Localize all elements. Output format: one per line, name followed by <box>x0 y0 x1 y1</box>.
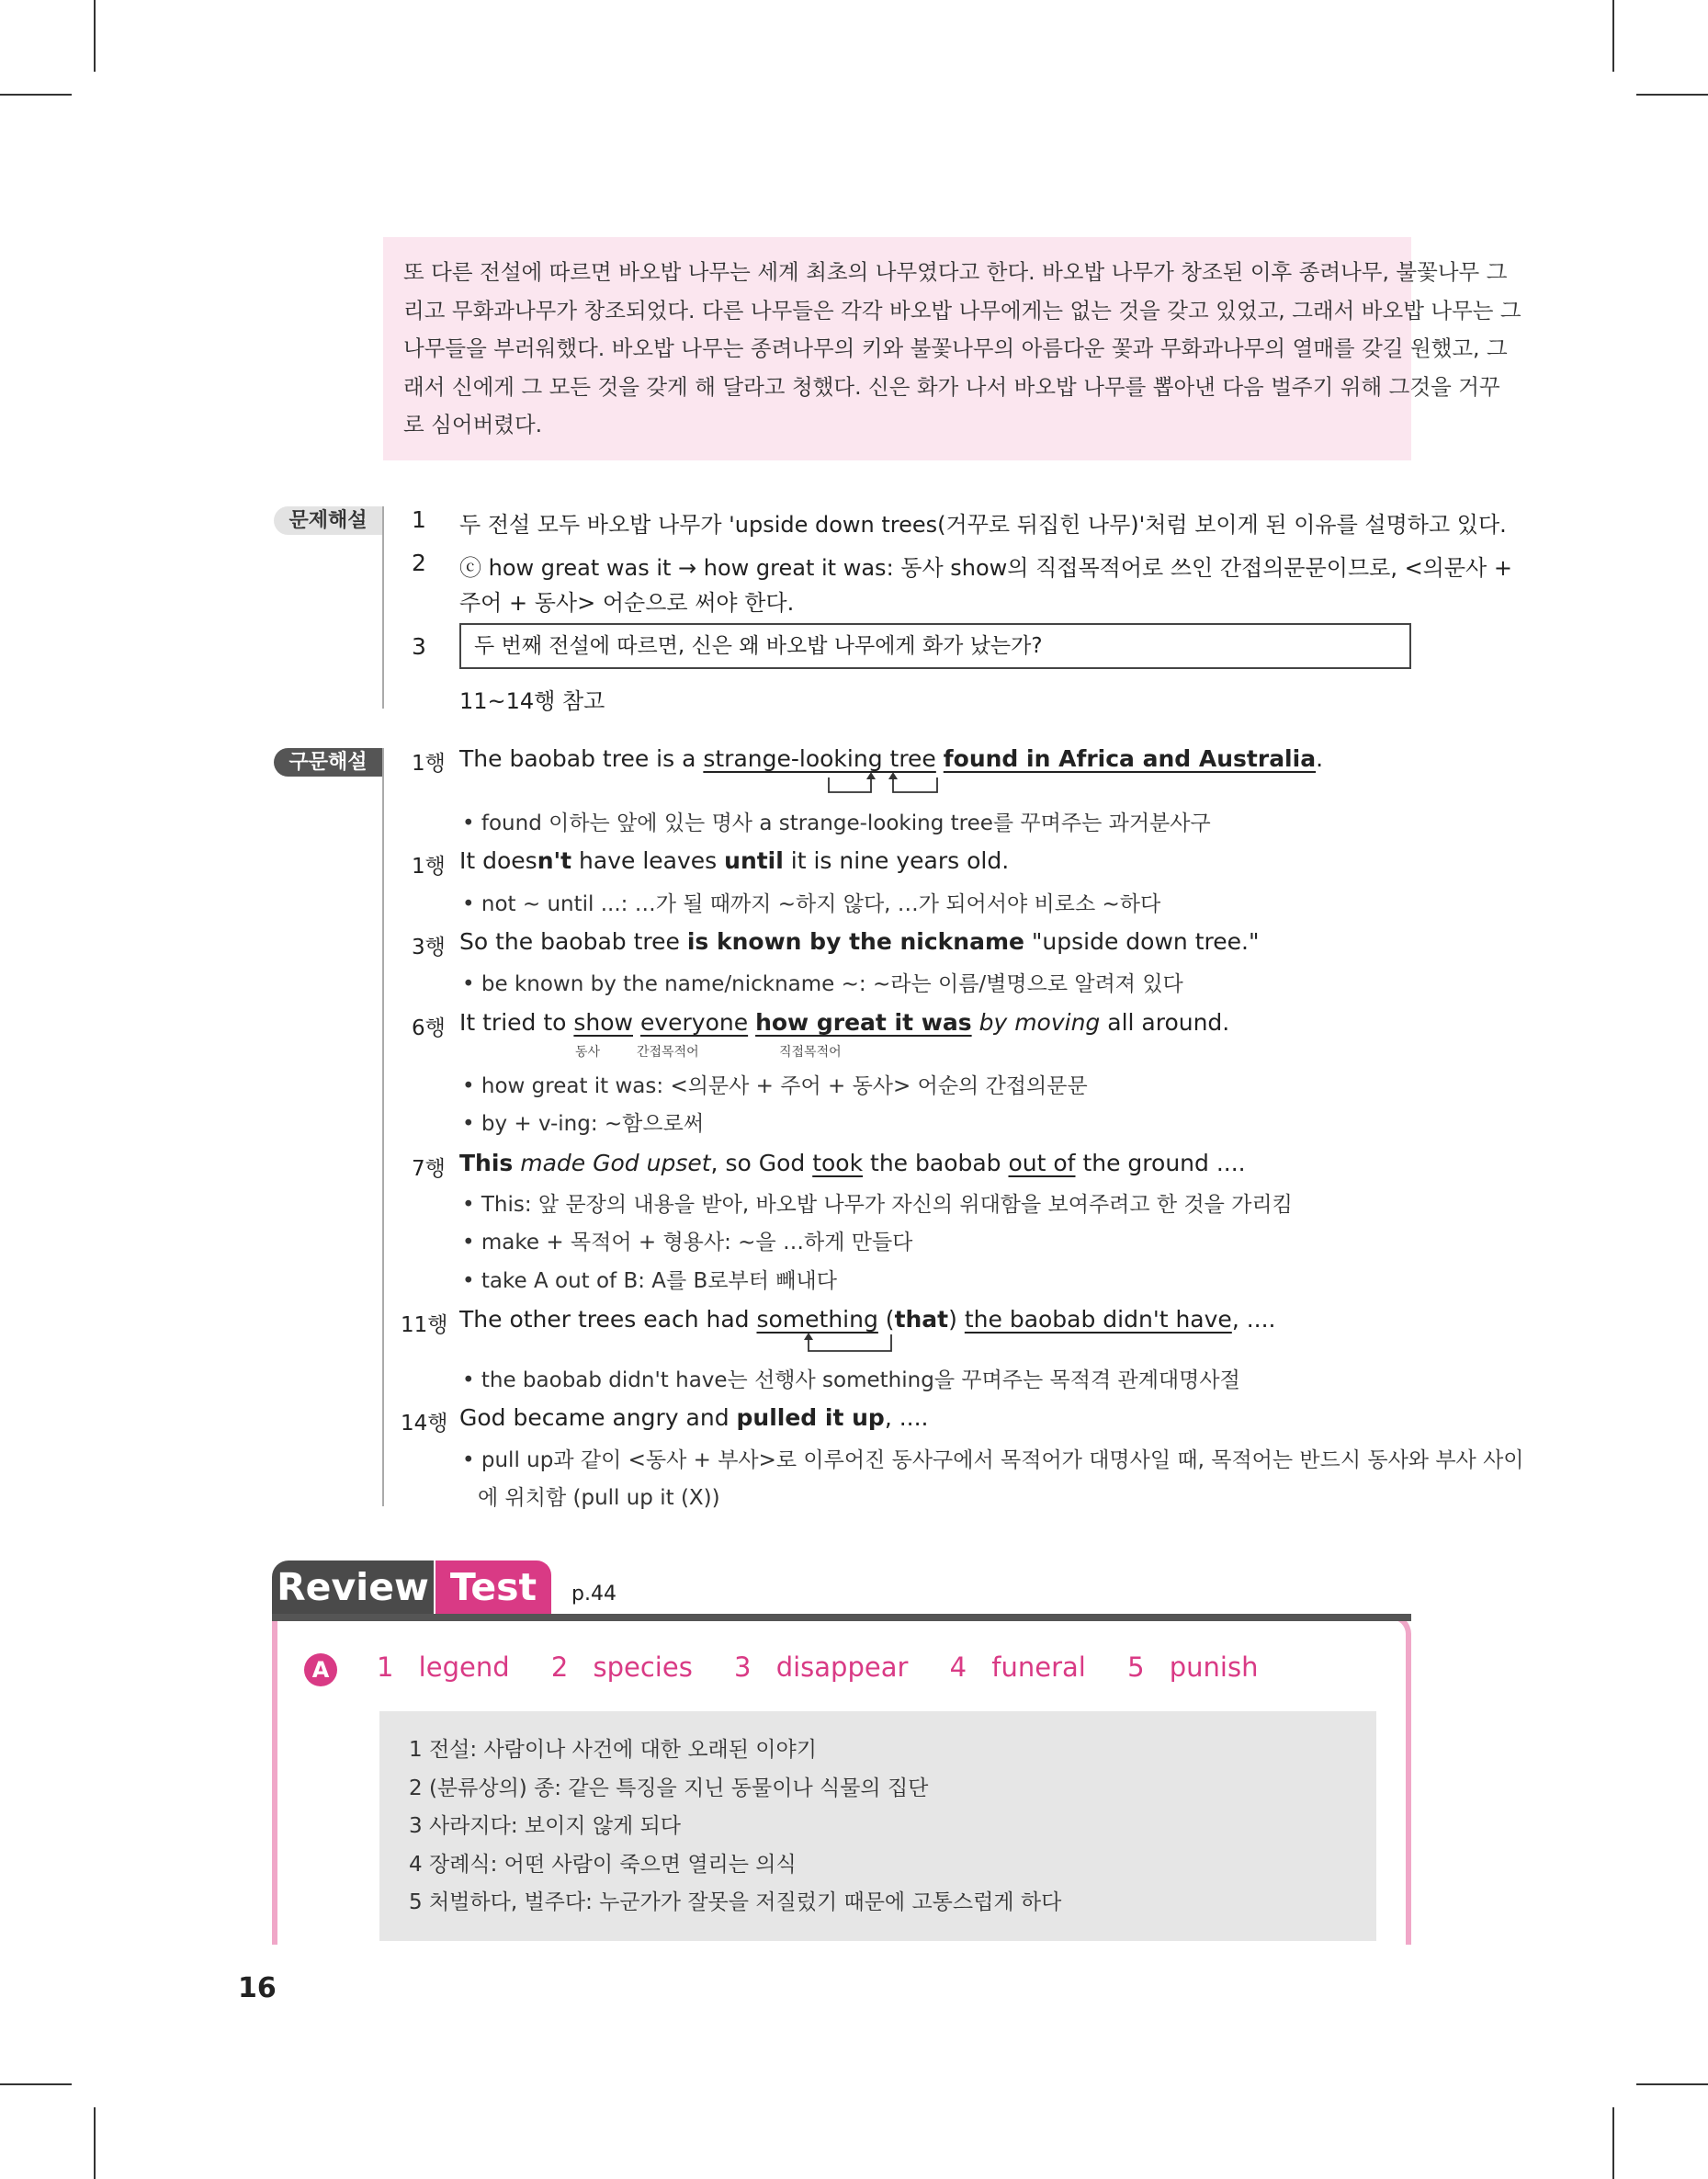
crop-mark <box>1636 2083 1708 2085</box>
test-tab: Test <box>435 1560 551 1614</box>
grammar-note: • how great it was: <의문사 + 주어 + 동사> 어순의 간접의문문 <box>462 1074 1088 1098</box>
problem-text: 주어 + 동사> 어순으로 써야 한다. <box>459 590 795 616</box>
translation-line: 리고 무화과나무가 창조되었다. 다른 나무들은 각각 바오밥 나무에게는 없는 것을 갖고 있었고, 그래서 바오밥 나무는 그 <box>403 297 1521 323</box>
example-sentence: It doesn't have leaves until it is nine years old. <box>459 847 1010 874</box>
crop-mark <box>1636 94 1708 96</box>
grammar-note: • This: 앞 문장의 내용을 받아, 바오밥 나무가 자신의 위대함을 보여주려고 한 것을 가리킴 <box>462 1193 1293 1217</box>
problem-text: ⓒ how great was it → how great it was: 동사 show의 직접목적어로 쓰인 간접의문문이므로, <의문사 + <box>459 555 1512 581</box>
grammar-note: • the baobab didn't have는 선행사 something을 꾸며주는 목적격 관계대명사절 <box>462 1368 1240 1392</box>
line-ref: 14행 <box>401 1412 448 1436</box>
grammar-label: 동사 <box>575 1045 601 1060</box>
crop-mark <box>94 2107 96 2179</box>
passage-translation-box <box>383 237 1521 460</box>
problem-number: 3 <box>412 633 426 660</box>
example-sentence: The baobab tree is a strange-looking tree found in Africa and Australia. <box>459 745 1324 772</box>
translation-line: 래서 신에게 그 모든 것을 갖게 해 달라고 청했다. 신은 화가 나서 바오밥 나무를 뽑아낸 다음 벌주기 위해 그것을 거꾸 <box>403 373 1500 400</box>
definition-item: 3 사라지다: 보이지 않게 되다 <box>409 1814 682 1838</box>
answer-item: 1 legend <box>377 1651 510 1683</box>
example-sentence: It tried to show everyone how great it was by moving all around. <box>459 1009 1230 1036</box>
line-ref: 6행 <box>412 1016 446 1040</box>
problem-explanation-tag: 문제해설 <box>274 506 382 535</box>
definition-item: 5 처벌하다, 벌주다: 누군가가 잘못을 저질렀기 때문에 고통스럽게 하다 <box>409 1890 1062 1914</box>
modifier-arrow <box>796 1331 897 1356</box>
definitions-box <box>379 1711 1376 1941</box>
crop-mark <box>1612 0 1614 72</box>
page-number: 16 <box>238 1972 277 2004</box>
section-divider <box>382 506 384 709</box>
crop-mark <box>94 0 96 72</box>
line-ref: 1행 <box>412 752 446 776</box>
example-sentence: So the baobab tree is known by the nickname "upside down tree." <box>459 928 1260 955</box>
answer-list <box>377 1651 1291 1683</box>
problem-number: 1 <box>412 506 426 533</box>
crop-mark <box>1612 2107 1614 2179</box>
grammar-note: 에 위치함 (pull up it (X)) <box>478 1486 720 1510</box>
grammar-note: • pull up과 같이 <동사 + 부사>로 이루어진 동사구에서 목적어가 대명사일 때, 목적어는 반드시 동사와 부사 사이 <box>462 1448 1524 1472</box>
question-box: 두 번째 전설에 따르면, 신은 왜 바오밥 나무에게 화가 났는가? <box>459 623 1411 669</box>
definition-item: 2 (분류상의) 종: 같은 특징을 지닌 동물이나 식물의 집단 <box>409 1776 929 1800</box>
example-sentence: This made God upset, so God took the baobab out of the ground .... <box>459 1150 1246 1176</box>
review-tab: Review <box>272 1560 434 1614</box>
example-sentence: The other trees each had something (that) the baobab didn't have, .... <box>459 1306 1276 1333</box>
answer-item: 2 species <box>550 1651 693 1683</box>
section-divider <box>382 748 384 1506</box>
problem-number: 2 <box>412 550 426 576</box>
grammar-label: 간접목적어 <box>637 1045 699 1060</box>
grammar-note: • take A out of B: A를 B로부터 빼내다 <box>462 1269 837 1293</box>
line-ref: 7행 <box>412 1157 446 1181</box>
answer-item: 4 funeral <box>949 1651 1086 1683</box>
reference-note: 11~14행 참고 <box>459 688 605 714</box>
grammar-note: • be known by the name/nickname ~: ~라는 이름/별명으로 알려져 있다 <box>462 972 1183 996</box>
structure-explanation-tag: 구문해설 <box>274 748 382 777</box>
grammar-note: • found 이하는 앞에 있는 명사 a strange-looking tree를 꾸며주는 과거분사구 <box>462 811 1211 835</box>
review-frame-top <box>272 1614 1411 1621</box>
translation-line: 나무들을 부러워했다. 바오밥 나무는 종려나무의 키와 불꽃나무의 아름다운 꽃과 무화과나무의 열매를 갖길 원했고, 그 <box>403 335 1508 361</box>
definition-item: 1 전설: 사람이나 사건에 대한 오래된 이야기 <box>409 1738 817 1762</box>
section-a-badge: A <box>304 1653 337 1686</box>
grammar-note: • make + 목적어 + 형용사: ~을 …하게 만들다 <box>462 1231 913 1254</box>
crop-mark <box>0 2083 72 2085</box>
grammar-label: 직접목적어 <box>779 1045 842 1060</box>
translation-line: 로 심어버렸다. <box>403 412 543 437</box>
problem-text: 두 전설 모두 바오밥 나무가 'upside down trees(거꾸로 뒤집힌 나무)'처럼 보이게 된 이유를 설명하고 있다. <box>459 512 1507 538</box>
answer-item: 3 disappear <box>734 1651 909 1683</box>
line-ref: 11행 <box>401 1313 448 1337</box>
page-reference: p.44 <box>571 1583 616 1606</box>
crop-mark <box>0 94 72 96</box>
answer-item: 5 punish <box>1127 1651 1259 1683</box>
definition-item: 4 장례식: 어떤 사람이 죽으면 열리는 의식 <box>409 1852 797 1877</box>
translation-line: 또 다른 전설에 따르면 바오밥 나무는 세계 최초의 나무였다고 한다. 바오밥 나무가 창조된 이후 종려나무, 불꽃나무 그 <box>403 259 1508 285</box>
grammar-note: • by + v-ing: ~함으로써 <box>462 1112 705 1136</box>
line-ref: 3행 <box>412 936 446 959</box>
grammar-note: • not ~ until ...: …가 될 때까지 ~하지 않다, …가 되어서야 비로소 ~하다 <box>462 892 1161 916</box>
line-ref: 1행 <box>412 855 446 879</box>
example-sentence: God became angry and pulled it up, .... <box>459 1404 929 1431</box>
modifier-arrow <box>818 770 946 798</box>
